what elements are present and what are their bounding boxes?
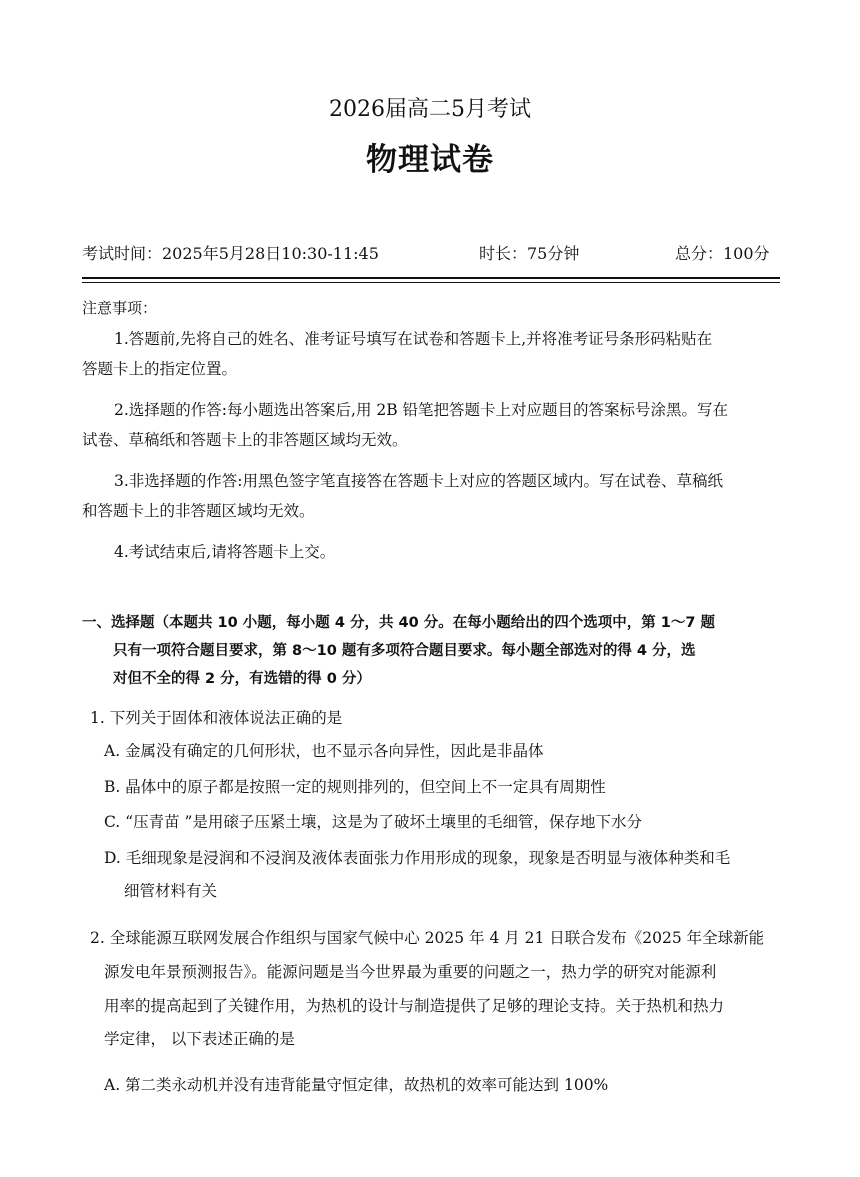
question-2-stem: 2. 全球能源互联网发展合作组织与国家气候中心 2025 年 4 月 21 日联合发布《2025 年全球新能 bbox=[90, 929, 765, 947]
exam-subtitle: 2026届高二5月考试 bbox=[329, 97, 531, 122]
section-1-heading-cont-2: 对但不全的得 2 分，有选错的得 0 分） bbox=[113, 671, 371, 687]
notes-item-2-cont: 试卷、草稿纸和答题卡上的非答题区域均无效。 bbox=[82, 431, 408, 449]
section-1-heading-cont-1: 只有一项符合题目要求，第 8～10 题有多项符合题目要求。每小题全部选对的得 4 分，选 bbox=[113, 643, 696, 659]
exam-title: 物理试卷 bbox=[366, 142, 494, 178]
question-2-option-a: A. 第二类永动机并没有违背能量守恒定律，故热机的效率可能达到 100% bbox=[104, 1076, 609, 1094]
question-1-option-d: D. 毛细现象是浸润和不浸润及液体表面张力作用形成的现象，现象是否明显与液体种类和毛 bbox=[104, 849, 731, 867]
question-2-stem-cont-1: 源发电年景预测报告》。能源问题是当今世界最为重要的问题之一，热力学的研究对能源利 bbox=[104, 963, 717, 981]
question-2-stem-cont-3: 学定律， 以下表述正确的是 bbox=[104, 1030, 295, 1048]
notes-item-1: 1.答题前,先将自己的姓名、准考证号填写在试卷和答题卡上,并将准考证号条形码粘贴在 bbox=[114, 330, 713, 348]
header-rule-thin bbox=[82, 282, 780, 283]
exam-time: 考试时间：2025年5月28日10:30-11:45 bbox=[82, 244, 379, 263]
notes-heading: 注意事项： bbox=[82, 299, 158, 317]
exam-info-row bbox=[82, 243, 779, 265]
question-2-stem-cont-2: 用率的提高起到了关键作用，为热机的设计与制造提供了足够的理论支持。关于热机和热力 bbox=[104, 997, 725, 1015]
section-1-heading: 一、选择题（本题共 10 小题，每小题 4 分，共 40 分。在每小题给出的四个选项中，第 1～7 题 bbox=[82, 615, 716, 631]
question-1-option-c: C. “压青苗 ”是用磙子压紧土壤，这是为了破坏土壤里的毛细管，保存地下水分 bbox=[104, 813, 642, 831]
question-1-option-a: A. 金属没有确定的几何形状，也不显示各向异性，因此是非晶体 bbox=[104, 742, 544, 760]
question-1-stem: 1. 下列关于固体和液体说法正确的是 bbox=[90, 709, 343, 727]
notes-item-2: 2.选择题的作答:每小题选出答案后,用 2B 铅笔把答题卡上对应题目的答案标号涂黑。写在 bbox=[114, 401, 729, 419]
notes-item-4: 4.考试结束后,请将答题卡上交。 bbox=[114, 543, 336, 561]
question-1-option-d-cont: 细管材料有关 bbox=[124, 882, 218, 900]
header-rule-thick bbox=[82, 277, 780, 279]
notes-item-3: 3.非选择题的作答:用黑色签字笔直接答在答题卡上对应的答题区域内。写在试卷、草稿纸 bbox=[114, 472, 724, 490]
exam-total-score: 总分：100分 bbox=[675, 244, 770, 263]
notes-item-1-cont: 答题卡上的指定位置。 bbox=[82, 360, 238, 378]
notes-item-3-cont: 和答题卡上的非答题区域均无效。 bbox=[82, 502, 315, 520]
exam-duration: 时长：75分钟 bbox=[479, 244, 580, 263]
question-1-option-b: B. 晶体中的原子都是按照一定的规则排列的，但空间上不一定具有周期性 bbox=[104, 778, 606, 796]
